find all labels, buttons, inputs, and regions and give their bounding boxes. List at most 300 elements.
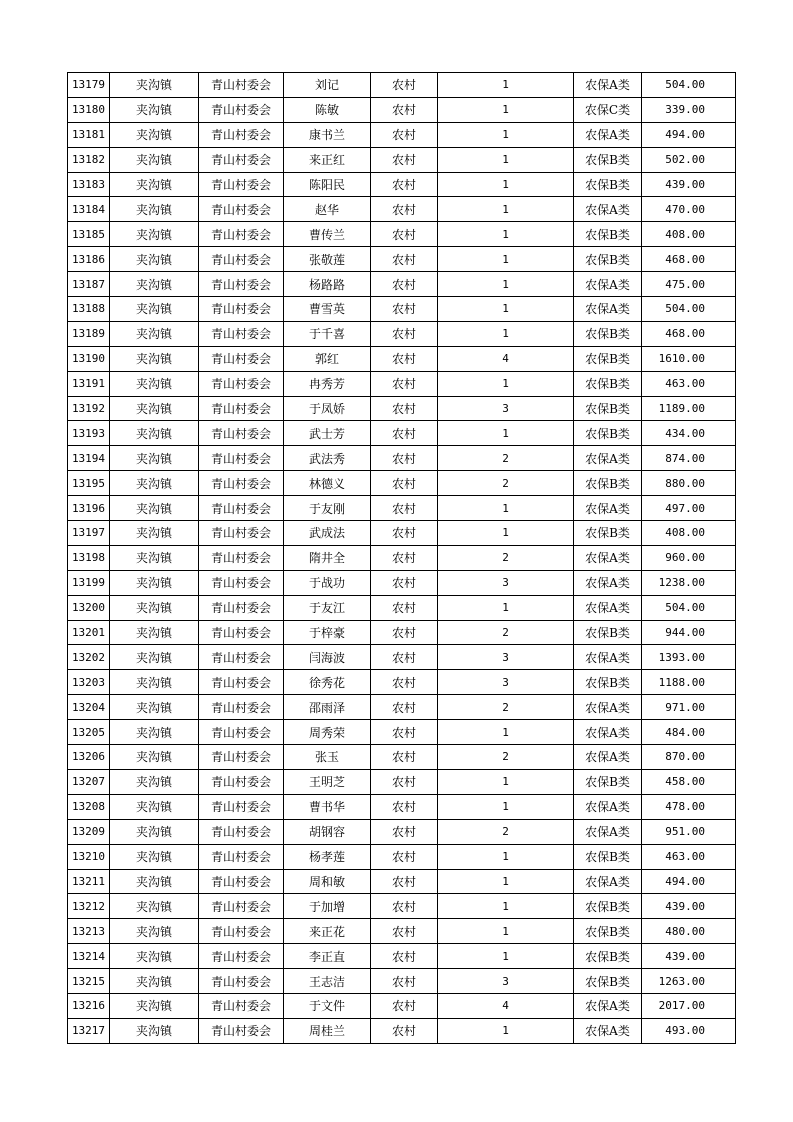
record-id-cell: 13206 xyxy=(68,745,110,770)
record-id-cell: 13205 xyxy=(68,720,110,745)
insurance-category-cell: 农保B类 xyxy=(574,471,642,496)
table-row xyxy=(68,172,736,197)
village-committee-cell: 青山村委会 xyxy=(199,222,284,247)
household-count-cell: 1 xyxy=(438,869,574,894)
record-id-cell: 13202 xyxy=(68,645,110,670)
amount-cell: 439.00 xyxy=(642,944,736,969)
town-cell: 夹沟镇 xyxy=(110,993,199,1018)
record-id-cell: 13215 xyxy=(68,969,110,994)
person-name-cell: 于文件 xyxy=(284,993,371,1018)
record-id-cell: 13189 xyxy=(68,321,110,346)
town-cell: 夹沟镇 xyxy=(110,222,199,247)
table-row xyxy=(68,446,736,471)
record-id-cell: 13193 xyxy=(68,421,110,446)
town-cell: 夹沟镇 xyxy=(110,545,199,570)
household-count-cell: 1 xyxy=(438,769,574,794)
insurance-category-cell: 农保B类 xyxy=(574,346,642,371)
village-committee-cell: 青山村委会 xyxy=(199,147,284,172)
household-count-cell: 1 xyxy=(438,122,574,147)
town-cell: 夹沟镇 xyxy=(110,496,199,521)
village-committee-cell: 青山村委会 xyxy=(199,670,284,695)
village-committee-cell: 青山村委会 xyxy=(199,496,284,521)
village-committee-cell: 青山村委会 xyxy=(199,1018,284,1043)
household-count-cell: 2 xyxy=(438,745,574,770)
person-name-cell: 来正红 xyxy=(284,147,371,172)
area-type-cell: 农村 xyxy=(371,446,438,471)
amount-cell: 494.00 xyxy=(642,869,736,894)
town-cell: 夹沟镇 xyxy=(110,97,199,122)
insurance-category-cell: 农保A类 xyxy=(574,695,642,720)
amount-cell: 1188.00 xyxy=(642,670,736,695)
village-committee-cell: 青山村委会 xyxy=(199,371,284,396)
village-committee-cell: 青山村委会 xyxy=(199,894,284,919)
town-cell: 夹沟镇 xyxy=(110,869,199,894)
person-name-cell: 杨路路 xyxy=(284,272,371,297)
insurance-category-cell: 农保A类 xyxy=(574,297,642,322)
table-row xyxy=(68,595,736,620)
amount-cell: 468.00 xyxy=(642,321,736,346)
town-cell: 夹沟镇 xyxy=(110,745,199,770)
household-count-cell: 1 xyxy=(438,172,574,197)
insurance-category-cell: 农保C类 xyxy=(574,97,642,122)
area-type-cell: 农村 xyxy=(371,844,438,869)
amount-cell: 478.00 xyxy=(642,794,736,819)
record-id-cell: 13207 xyxy=(68,769,110,794)
table-row xyxy=(68,570,736,595)
table-row xyxy=(68,247,736,272)
person-name-cell: 于友刚 xyxy=(284,496,371,521)
record-id-cell: 13195 xyxy=(68,471,110,496)
table-row xyxy=(68,321,736,346)
person-name-cell: 陈敏 xyxy=(284,97,371,122)
record-id-cell: 13203 xyxy=(68,670,110,695)
person-name-cell: 武士芳 xyxy=(284,421,371,446)
town-cell: 夹沟镇 xyxy=(110,272,199,297)
table-row xyxy=(68,670,736,695)
area-type-cell: 农村 xyxy=(371,222,438,247)
household-count-cell: 1 xyxy=(438,197,574,222)
area-type-cell: 农村 xyxy=(371,869,438,894)
table-row xyxy=(68,695,736,720)
household-count-cell: 1 xyxy=(438,297,574,322)
insurance-category-cell: 农保B类 xyxy=(574,969,642,994)
area-type-cell: 农村 xyxy=(371,695,438,720)
table-row xyxy=(68,769,736,794)
amount-cell: 475.00 xyxy=(642,272,736,297)
insurance-category-cell: 农保A类 xyxy=(574,869,642,894)
person-name-cell: 冉秀芳 xyxy=(284,371,371,396)
table-row xyxy=(68,147,736,172)
village-committee-cell: 青山村委会 xyxy=(199,97,284,122)
amount-cell: 874.00 xyxy=(642,446,736,471)
record-id-cell: 13198 xyxy=(68,545,110,570)
table-row xyxy=(68,993,736,1018)
amount-cell: 1610.00 xyxy=(642,346,736,371)
insurance-category-cell: 农保A类 xyxy=(574,645,642,670)
person-name-cell: 张敬莲 xyxy=(284,247,371,272)
area-type-cell: 农村 xyxy=(371,545,438,570)
record-id-cell: 13194 xyxy=(68,446,110,471)
village-committee-cell: 青山村委会 xyxy=(199,595,284,620)
amount-cell: 2017.00 xyxy=(642,993,736,1018)
amount-cell: 434.00 xyxy=(642,421,736,446)
amount-cell: 880.00 xyxy=(642,471,736,496)
insurance-category-cell: 农保A类 xyxy=(574,1018,642,1043)
village-committee-cell: 青山村委会 xyxy=(199,197,284,222)
record-id-cell: 13192 xyxy=(68,396,110,421)
village-committee-cell: 青山村委会 xyxy=(199,247,284,272)
town-cell: 夹沟镇 xyxy=(110,247,199,272)
amount-cell: 502.00 xyxy=(642,147,736,172)
town-cell: 夹沟镇 xyxy=(110,894,199,919)
area-type-cell: 农村 xyxy=(371,396,438,421)
person-name-cell: 王明芝 xyxy=(284,769,371,794)
table-row xyxy=(68,73,736,98)
household-count-cell: 2 xyxy=(438,545,574,570)
insurance-category-cell: 农保A类 xyxy=(574,73,642,98)
household-count-cell: 2 xyxy=(438,695,574,720)
person-name-cell: 于加增 xyxy=(284,894,371,919)
record-id-cell: 13179 xyxy=(68,73,110,98)
table-row xyxy=(68,396,736,421)
household-count-cell: 1 xyxy=(438,421,574,446)
record-id-cell: 13197 xyxy=(68,521,110,546)
area-type-cell: 农村 xyxy=(371,147,438,172)
area-type-cell: 农村 xyxy=(371,73,438,98)
village-committee-cell: 青山村委会 xyxy=(199,993,284,1018)
town-cell: 夹沟镇 xyxy=(110,844,199,869)
household-count-cell: 1 xyxy=(438,944,574,969)
person-name-cell: 周秀荣 xyxy=(284,720,371,745)
village-committee-cell: 青山村委会 xyxy=(199,396,284,421)
table-row xyxy=(68,521,736,546)
household-count-cell: 1 xyxy=(438,844,574,869)
record-id-cell: 13183 xyxy=(68,172,110,197)
record-id-cell: 13188 xyxy=(68,297,110,322)
household-count-cell: 1 xyxy=(438,321,574,346)
table-body xyxy=(68,73,736,1044)
village-committee-cell: 青山村委会 xyxy=(199,869,284,894)
area-type-cell: 农村 xyxy=(371,745,438,770)
insurance-category-cell: 农保B类 xyxy=(574,247,642,272)
household-count-cell: 1 xyxy=(438,1018,574,1043)
table-row xyxy=(68,720,736,745)
area-type-cell: 农村 xyxy=(371,969,438,994)
village-committee-cell: 青山村委会 xyxy=(199,272,284,297)
town-cell: 夹沟镇 xyxy=(110,297,199,322)
amount-cell: 497.00 xyxy=(642,496,736,521)
household-count-cell: 3 xyxy=(438,396,574,421)
person-name-cell: 曹雪英 xyxy=(284,297,371,322)
amount-cell: 439.00 xyxy=(642,894,736,919)
village-committee-cell: 青山村委会 xyxy=(199,944,284,969)
town-cell: 夹沟镇 xyxy=(110,670,199,695)
person-name-cell: 杨孝莲 xyxy=(284,844,371,869)
area-type-cell: 农村 xyxy=(371,496,438,521)
person-name-cell: 于友江 xyxy=(284,595,371,620)
table-row xyxy=(68,869,736,894)
village-committee-cell: 青山村委会 xyxy=(199,521,284,546)
table-row xyxy=(68,421,736,446)
record-id-cell: 13187 xyxy=(68,272,110,297)
amount-cell: 458.00 xyxy=(642,769,736,794)
village-committee-cell: 青山村委会 xyxy=(199,545,284,570)
table-row xyxy=(68,969,736,994)
record-id-cell: 13190 xyxy=(68,346,110,371)
person-name-cell: 隋井全 xyxy=(284,545,371,570)
table-row xyxy=(68,919,736,944)
village-committee-cell: 青山村委会 xyxy=(199,819,284,844)
household-count-cell: 3 xyxy=(438,969,574,994)
person-name-cell: 张玉 xyxy=(284,745,371,770)
area-type-cell: 农村 xyxy=(371,620,438,645)
town-cell: 夹沟镇 xyxy=(110,720,199,745)
area-type-cell: 农村 xyxy=(371,769,438,794)
table-row xyxy=(68,97,736,122)
table-row xyxy=(68,122,736,147)
area-type-cell: 农村 xyxy=(371,521,438,546)
insurance-category-cell: 农保B类 xyxy=(574,172,642,197)
person-name-cell: 于梓豪 xyxy=(284,620,371,645)
household-count-cell: 1 xyxy=(438,794,574,819)
record-id-cell: 13201 xyxy=(68,620,110,645)
area-type-cell: 农村 xyxy=(371,993,438,1018)
amount-cell: 971.00 xyxy=(642,695,736,720)
area-type-cell: 农村 xyxy=(371,346,438,371)
record-id-cell: 13182 xyxy=(68,147,110,172)
town-cell: 夹沟镇 xyxy=(110,695,199,720)
person-name-cell: 于战功 xyxy=(284,570,371,595)
town-cell: 夹沟镇 xyxy=(110,620,199,645)
insurance-category-cell: 农保A类 xyxy=(574,720,642,745)
household-count-cell: 2 xyxy=(438,446,574,471)
person-name-cell: 邵雨泽 xyxy=(284,695,371,720)
area-type-cell: 农村 xyxy=(371,272,438,297)
person-name-cell: 李正直 xyxy=(284,944,371,969)
town-cell: 夹沟镇 xyxy=(110,769,199,794)
person-name-cell: 周和敏 xyxy=(284,869,371,894)
data-table xyxy=(67,72,736,1044)
amount-cell: 1393.00 xyxy=(642,645,736,670)
area-type-cell: 农村 xyxy=(371,1018,438,1043)
area-type-cell: 农村 xyxy=(371,421,438,446)
insurance-category-cell: 农保A类 xyxy=(574,272,642,297)
area-type-cell: 农村 xyxy=(371,321,438,346)
table-row xyxy=(68,545,736,570)
insurance-category-cell: 农保A类 xyxy=(574,745,642,770)
village-committee-cell: 青山村委会 xyxy=(199,794,284,819)
table-row xyxy=(68,819,736,844)
area-type-cell: 农村 xyxy=(371,97,438,122)
person-name-cell: 曹传兰 xyxy=(284,222,371,247)
town-cell: 夹沟镇 xyxy=(110,73,199,98)
insurance-category-cell: 农保A类 xyxy=(574,545,642,570)
amount-cell: 494.00 xyxy=(642,122,736,147)
person-name-cell: 周桂兰 xyxy=(284,1018,371,1043)
town-cell: 夹沟镇 xyxy=(110,396,199,421)
area-type-cell: 农村 xyxy=(371,720,438,745)
table-row xyxy=(68,346,736,371)
village-committee-cell: 青山村委会 xyxy=(199,844,284,869)
amount-cell: 480.00 xyxy=(642,919,736,944)
insurance-category-cell: 农保B类 xyxy=(574,396,642,421)
person-name-cell: 于凤娇 xyxy=(284,396,371,421)
household-count-cell: 3 xyxy=(438,670,574,695)
table-row xyxy=(68,944,736,969)
town-cell: 夹沟镇 xyxy=(110,595,199,620)
table-row xyxy=(68,745,736,770)
table-row xyxy=(68,1018,736,1043)
village-committee-cell: 青山村委会 xyxy=(199,446,284,471)
table-row xyxy=(68,297,736,322)
record-id-cell: 13199 xyxy=(68,570,110,595)
area-type-cell: 农村 xyxy=(371,670,438,695)
person-name-cell: 武法秀 xyxy=(284,446,371,471)
insurance-category-cell: 农保B类 xyxy=(574,894,642,919)
person-name-cell: 胡钢容 xyxy=(284,819,371,844)
amount-cell: 408.00 xyxy=(642,521,736,546)
village-committee-cell: 青山村委会 xyxy=(199,570,284,595)
household-count-cell: 1 xyxy=(438,894,574,919)
amount-cell: 339.00 xyxy=(642,97,736,122)
household-count-cell: 1 xyxy=(438,147,574,172)
person-name-cell: 康书兰 xyxy=(284,122,371,147)
person-name-cell: 王志洁 xyxy=(284,969,371,994)
village-committee-cell: 青山村委会 xyxy=(199,919,284,944)
town-cell: 夹沟镇 xyxy=(110,645,199,670)
town-cell: 夹沟镇 xyxy=(110,819,199,844)
insurance-category-cell: 农保A类 xyxy=(574,446,642,471)
insurance-category-cell: 农保B类 xyxy=(574,421,642,446)
area-type-cell: 农村 xyxy=(371,919,438,944)
person-name-cell: 林德义 xyxy=(284,471,371,496)
person-name-cell: 闫海波 xyxy=(284,645,371,670)
amount-cell: 463.00 xyxy=(642,844,736,869)
table-row xyxy=(68,844,736,869)
town-cell: 夹沟镇 xyxy=(110,172,199,197)
household-count-cell: 1 xyxy=(438,595,574,620)
village-committee-cell: 青山村委会 xyxy=(199,969,284,994)
person-name-cell: 曹书华 xyxy=(284,794,371,819)
table-row xyxy=(68,620,736,645)
village-committee-cell: 青山村委会 xyxy=(199,73,284,98)
amount-cell: 408.00 xyxy=(642,222,736,247)
record-id-cell: 13216 xyxy=(68,993,110,1018)
record-id-cell: 13211 xyxy=(68,869,110,894)
amount-cell: 493.00 xyxy=(642,1018,736,1043)
area-type-cell: 农村 xyxy=(371,794,438,819)
town-cell: 夹沟镇 xyxy=(110,197,199,222)
area-type-cell: 农村 xyxy=(371,595,438,620)
area-type-cell: 农村 xyxy=(371,819,438,844)
record-id-cell: 13180 xyxy=(68,97,110,122)
household-count-cell: 4 xyxy=(438,993,574,1018)
record-id-cell: 13214 xyxy=(68,944,110,969)
insurance-category-cell: 农保A类 xyxy=(574,570,642,595)
insurance-category-cell: 农保A类 xyxy=(574,993,642,1018)
record-id-cell: 13184 xyxy=(68,197,110,222)
insurance-category-cell: 农保B类 xyxy=(574,670,642,695)
town-cell: 夹沟镇 xyxy=(110,371,199,396)
town-cell: 夹沟镇 xyxy=(110,421,199,446)
town-cell: 夹沟镇 xyxy=(110,521,199,546)
village-committee-cell: 青山村委会 xyxy=(199,645,284,670)
area-type-cell: 农村 xyxy=(371,122,438,147)
insurance-category-cell: 农保B类 xyxy=(574,919,642,944)
household-count-cell: 1 xyxy=(438,521,574,546)
table-row xyxy=(68,645,736,670)
town-cell: 夹沟镇 xyxy=(110,122,199,147)
village-committee-cell: 青山村委会 xyxy=(199,720,284,745)
table-row xyxy=(68,496,736,521)
village-committee-cell: 青山村委会 xyxy=(199,421,284,446)
amount-cell: 439.00 xyxy=(642,172,736,197)
insurance-category-cell: 农保B类 xyxy=(574,222,642,247)
record-id-cell: 13196 xyxy=(68,496,110,521)
town-cell: 夹沟镇 xyxy=(110,570,199,595)
record-id-cell: 13186 xyxy=(68,247,110,272)
household-count-cell: 1 xyxy=(438,73,574,98)
area-type-cell: 农村 xyxy=(371,197,438,222)
amount-cell: 944.00 xyxy=(642,620,736,645)
insurance-category-cell: 农保A类 xyxy=(574,595,642,620)
amount-cell: 1263.00 xyxy=(642,969,736,994)
amount-cell: 470.00 xyxy=(642,197,736,222)
insurance-category-cell: 农保A类 xyxy=(574,197,642,222)
insurance-category-cell: 农保A类 xyxy=(574,819,642,844)
town-cell: 夹沟镇 xyxy=(110,446,199,471)
household-count-cell: 1 xyxy=(438,496,574,521)
person-name-cell: 于千喜 xyxy=(284,321,371,346)
amount-cell: 504.00 xyxy=(642,73,736,98)
area-type-cell: 农村 xyxy=(371,471,438,496)
village-committee-cell: 青山村委会 xyxy=(199,346,284,371)
area-type-cell: 农村 xyxy=(371,172,438,197)
household-count-cell: 3 xyxy=(438,570,574,595)
town-cell: 夹沟镇 xyxy=(110,1018,199,1043)
town-cell: 夹沟镇 xyxy=(110,346,199,371)
area-type-cell: 农村 xyxy=(371,645,438,670)
household-count-cell: 1 xyxy=(438,247,574,272)
village-committee-cell: 青山村委会 xyxy=(199,122,284,147)
insurance-category-cell: 农保A类 xyxy=(574,794,642,819)
village-committee-cell: 青山村委会 xyxy=(199,620,284,645)
insurance-category-cell: 农保B类 xyxy=(574,521,642,546)
household-count-cell: 3 xyxy=(438,645,574,670)
record-id-cell: 13181 xyxy=(68,122,110,147)
amount-cell: 960.00 xyxy=(642,545,736,570)
person-name-cell: 陈阳民 xyxy=(284,172,371,197)
record-id-cell: 13209 xyxy=(68,819,110,844)
person-name-cell: 徐秀花 xyxy=(284,670,371,695)
table-row xyxy=(68,794,736,819)
record-id-cell: 13208 xyxy=(68,794,110,819)
amount-cell: 1189.00 xyxy=(642,396,736,421)
insurance-category-cell: 农保A类 xyxy=(574,496,642,521)
town-cell: 夹沟镇 xyxy=(110,794,199,819)
area-type-cell: 农村 xyxy=(371,297,438,322)
household-count-cell: 2 xyxy=(438,620,574,645)
amount-cell: 870.00 xyxy=(642,745,736,770)
area-type-cell: 农村 xyxy=(371,570,438,595)
town-cell: 夹沟镇 xyxy=(110,321,199,346)
household-count-cell: 4 xyxy=(438,346,574,371)
amount-cell: 484.00 xyxy=(642,720,736,745)
table-row xyxy=(68,222,736,247)
amount-cell: 463.00 xyxy=(642,371,736,396)
area-type-cell: 农村 xyxy=(371,247,438,272)
town-cell: 夹沟镇 xyxy=(110,969,199,994)
